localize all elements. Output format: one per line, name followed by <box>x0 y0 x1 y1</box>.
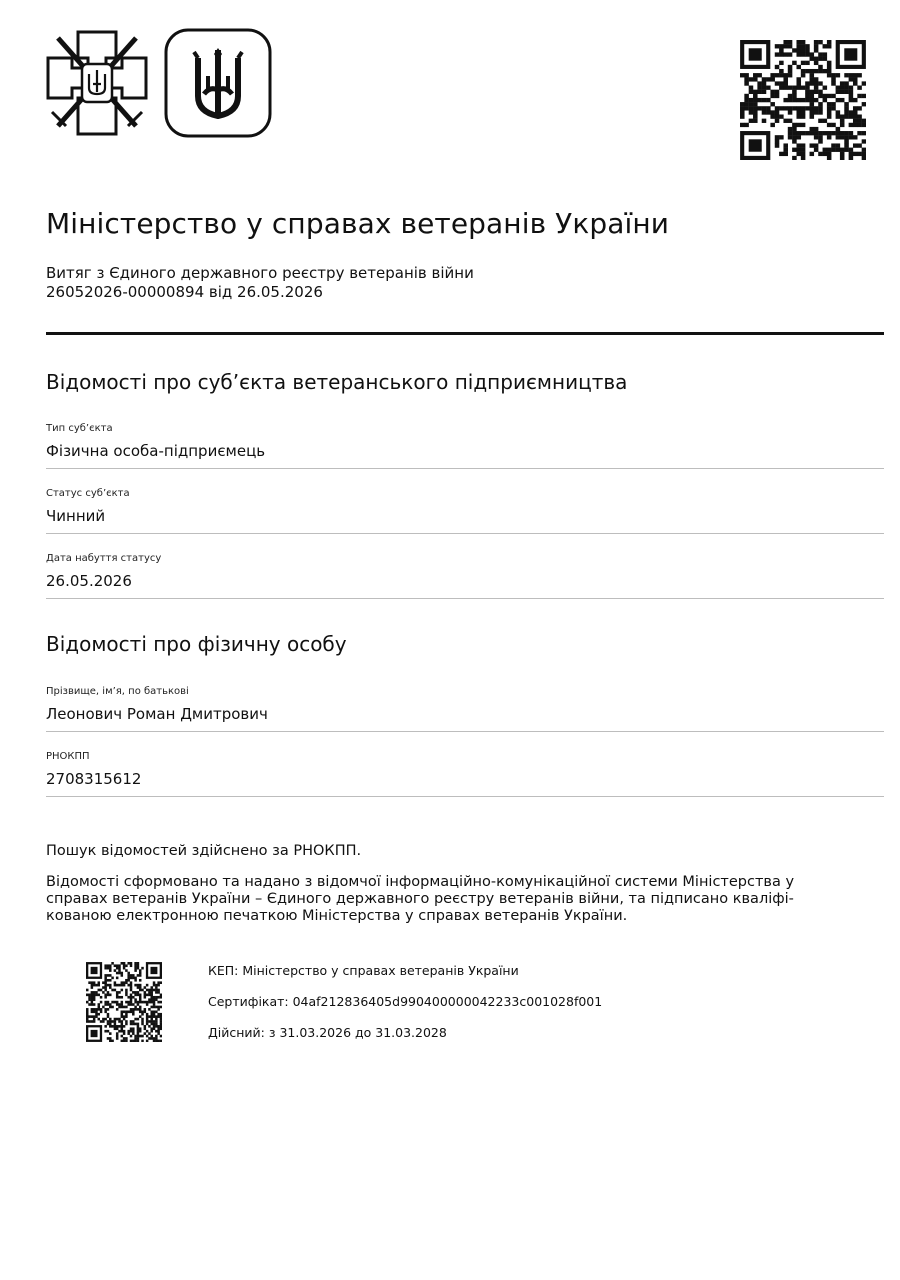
field-divider <box>46 598 884 599</box>
field-full-name <box>46 686 884 723</box>
field-divider <box>46 468 884 469</box>
field-value: Чинний <box>46 507 106 525</box>
qr-code-icon <box>86 962 162 1042</box>
signature-certificate: Сертифікат: 04af212836405d990400000042233c001028f001 <box>208 994 603 1009</box>
header-divider <box>46 332 884 335</box>
field-divider <box>46 731 884 732</box>
qr-finder-pattern <box>742 42 768 67</box>
description-line: кованою електронною печаткою Міністерства у справах ветеранів України. <box>46 908 628 924</box>
signature-validity: Дійсний: з 31.03.2026 до 31.03.2028 <box>208 1025 447 1040</box>
person-section-title: Відомості про фізичну особу <box>46 632 347 656</box>
description-line: справах ветеранів України – Єдиного державного реєстру ветеранів війни, та підписано кваліфі- <box>46 891 794 907</box>
signature-kep: КЕП: Міністерство у справах ветеранів України <box>208 963 519 978</box>
ministry-veterans-logo-icon <box>44 28 150 138</box>
field-divider <box>46 533 884 534</box>
field-label: Дата набуття статусу <box>46 553 162 564</box>
description-line: Відомості сформовано та надано з відомчої інформаційно-комунікаційної системи Міністерства у <box>46 874 795 890</box>
field-status-date <box>46 553 884 590</box>
qr-code-icon <box>740 40 866 160</box>
qr-finder-pattern <box>838 42 864 67</box>
field-divider <box>46 796 884 797</box>
ministry-title: Міністерство у справах ветеранів України <box>46 207 670 240</box>
field-label: Прізвище, ім’я, по батькові <box>46 686 189 697</box>
description <box>46 874 886 925</box>
trident-coat-of-arms-icon <box>164 28 272 138</box>
extract-number: 26052026-00000894 від 26.05.2026 <box>46 283 323 301</box>
search-note: Пошук відомостей здійснено за РНОКПП. <box>46 843 362 859</box>
qr-finder-pattern <box>87 1026 101 1041</box>
extract-title: Витяг з Єдиного державного реєстру ветеранів війни <box>46 264 474 282</box>
field-value: 2708315612 <box>46 770 142 788</box>
entrepreneur-section-title: Відомості про суб’єкта ветеранського підприємництва <box>46 370 628 394</box>
field-label: Тип суб’єкта <box>46 423 113 434</box>
field-subject-status <box>46 488 884 525</box>
qr-finder-pattern <box>742 133 768 158</box>
qr-finder-pattern <box>87 963 101 978</box>
field-label: РНОКПП <box>46 751 90 762</box>
field-subject-type <box>46 423 884 460</box>
field-value: 26.05.2026 <box>46 572 132 590</box>
field-value: Фізична особа-підприємець <box>46 442 266 460</box>
qr-finder-pattern <box>147 963 161 978</box>
field-label: Статус суб’єкта <box>46 488 130 499</box>
field-value: Леонович Роман Дмитрович <box>46 705 268 723</box>
field-tax-id <box>46 751 884 788</box>
